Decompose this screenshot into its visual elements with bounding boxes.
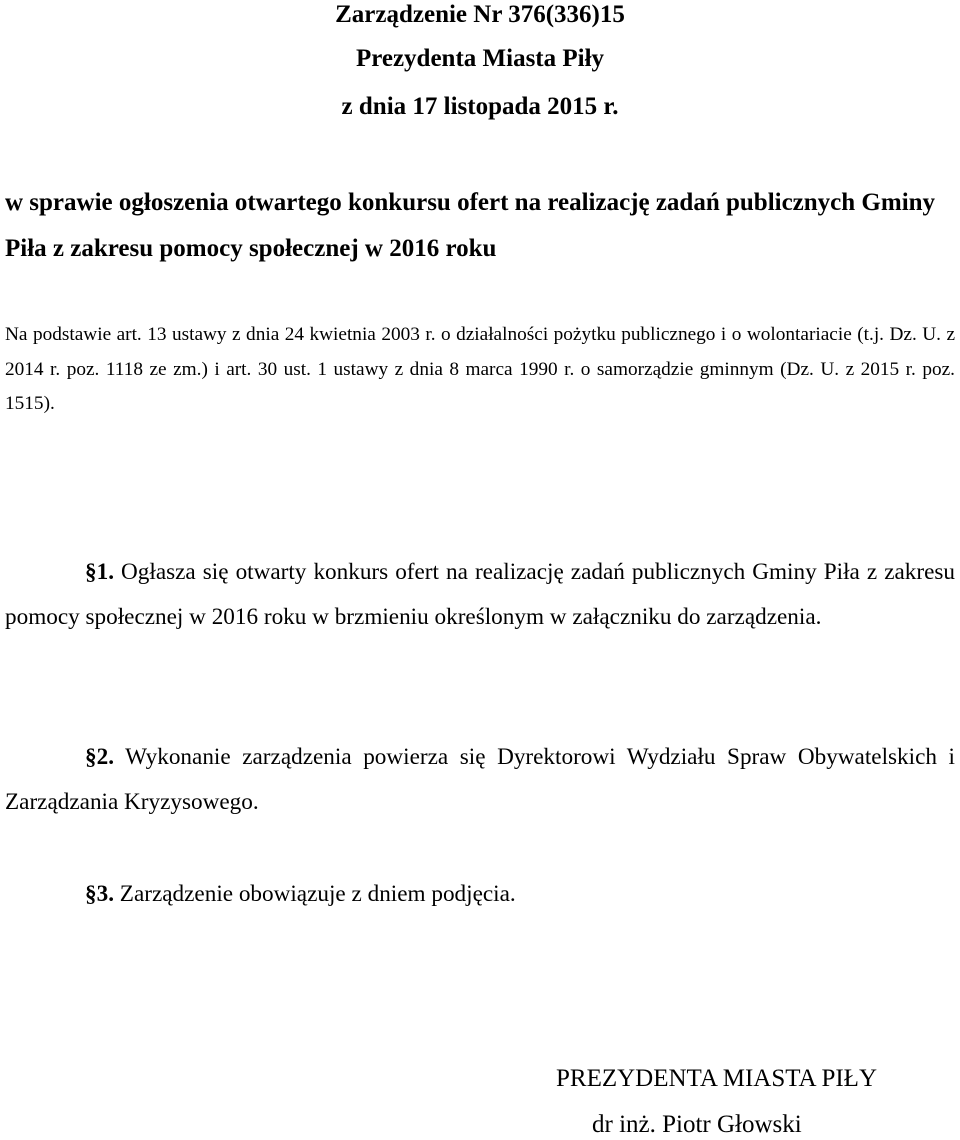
section-3-number: §3. bbox=[85, 881, 114, 907]
section-2 bbox=[5, 735, 955, 825]
ordinance-number: Zarządzenie Nr 376(336)15 bbox=[335, 1, 625, 28]
signature-name: dr inż. Piotr Głowski bbox=[592, 1111, 802, 1138]
section-3 bbox=[5, 872, 955, 917]
issuer-title: Prezydenta Miasta Piły bbox=[355, 45, 605, 72]
section-1 bbox=[5, 550, 955, 640]
section-2-number: §2. bbox=[85, 744, 114, 770]
section-1-text: Ogłasza się otwarty konkurs ofert na realizację zadań publicznych Gminy Piła z zakresu pomocy społecznej w 2016 roku w brzmieniu określonym w załączniku do zarządzenia. bbox=[5, 559, 955, 630]
ordinance-date: z dnia 17 listopada 2015 r. bbox=[341, 93, 619, 120]
section-3-text: Zarządzenie obowiązuje z dniem podjęcia. bbox=[119, 881, 516, 907]
section-1-number: §1. bbox=[85, 559, 114, 585]
ordinance-subject: w sprawie ogłoszenia otwartego konkursu ofert na realizację zadań publicznych Gminy Piła z zakresu pomocy społecznej w 2016 roku bbox=[5, 189, 936, 262]
legal-basis: Na podstawie art. 13 ustawy z dnia 24 kwietnia 2003 r. o działalności pożytku publicznego i o wolontariacie (t.j. Dz. U. z 2014 r. poz. 1118 ze zm.) i art. 30 ust. 1 ustawy z dnia 8 marca 1990 r. o samorządzie gminnym (Dz. U. z 2015 r. poz. 1515). bbox=[5, 324, 955, 414]
section-2-text: Wykonanie zarządzenia powierza się Dyrektorowi Wydziału Spraw Obywatelskich i Zarządzania Kryzysowego. bbox=[5, 744, 955, 815]
signature-title: PREZYDENTA MIASTA PIŁY bbox=[556, 1065, 878, 1092]
